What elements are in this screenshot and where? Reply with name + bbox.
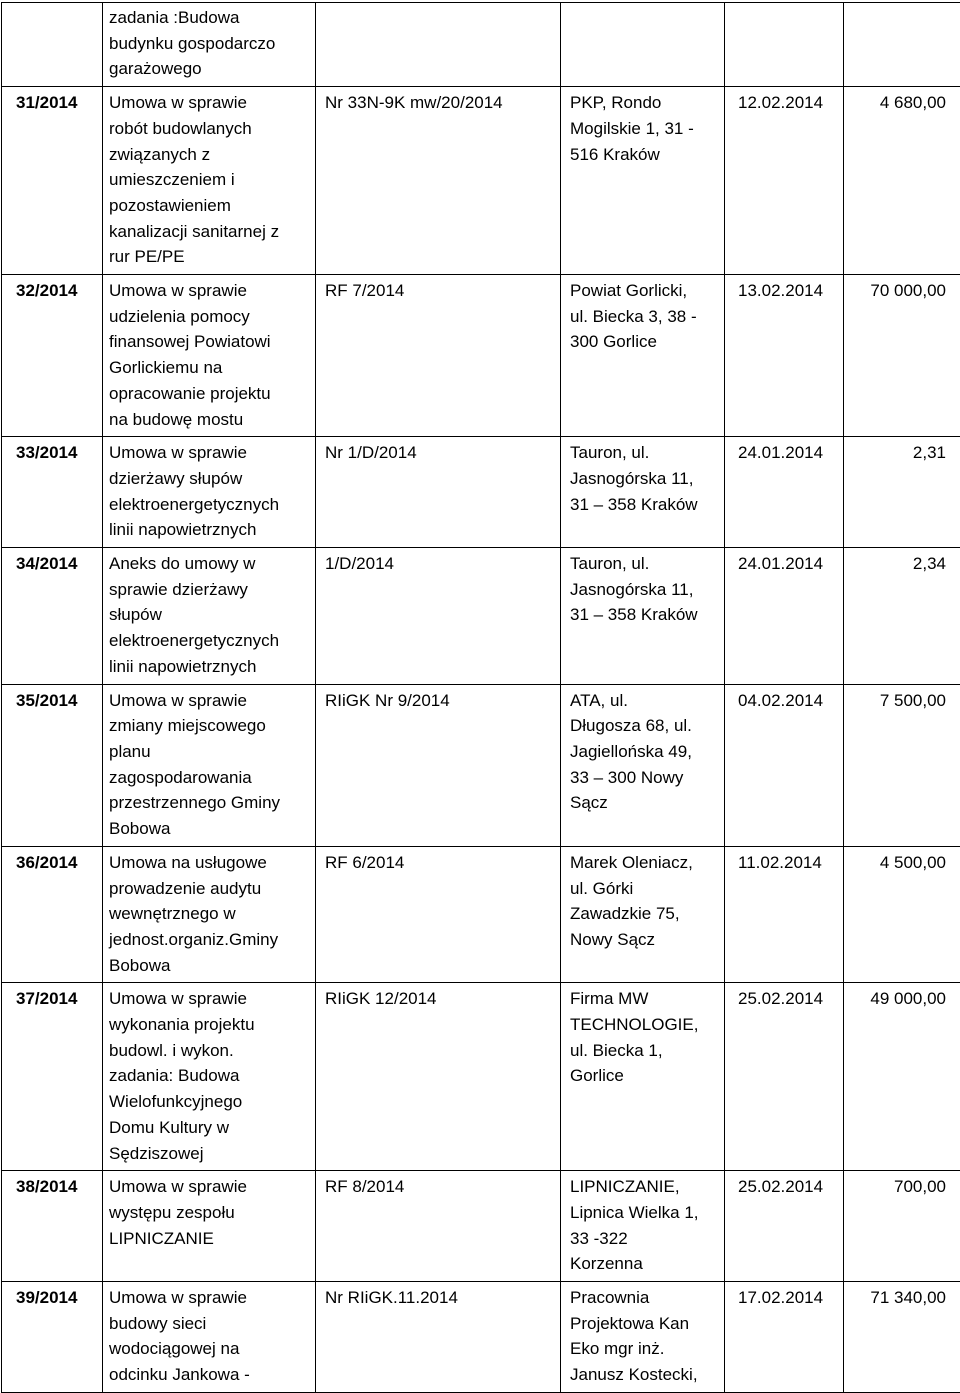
contract-amount-cell: 71 340,00 — [844, 1282, 960, 1393]
table-row — [2, 87, 960, 275]
table-row-continuation — [2, 3, 960, 87]
contract-number-cell: 34/2014 — [2, 548, 103, 685]
contract-description-cell: Umowa w sprawie robót budowlanych związanych z umieszczeniem i pozostawieniem kanalizacji sanitarnej z rur PE/PE — [103, 87, 316, 275]
contract-party-cell: ATA, ul. Długosza 68, ul. Jagiellońska 49, 33 – 300 Nowy Sącz — [561, 684, 725, 846]
contract-reference-cell: Nr 33N-9K mw/20/2014 — [316, 87, 561, 275]
contract-description-cell: Umowa w sprawie budowy sieci wodociągowej na odcinku Jankowa - — [103, 1282, 316, 1393]
contract-party-cell: Tauron, ul. Jasnogórska 11, 31 – 358 Kraków — [561, 548, 725, 685]
contract-date-cell: 13.02.2014 — [725, 275, 844, 437]
contract-number-cell: 38/2014 — [2, 1171, 103, 1282]
contract-number-cell: 33/2014 — [2, 437, 103, 548]
contract-date-cell: 25.02.2014 — [725, 983, 844, 1171]
contract-party-cell: Tauron, ul. Jasnogórska 11, 31 – 358 Kraków — [561, 437, 725, 548]
table-row — [2, 1171, 960, 1282]
contract-party-cell: Marek Oleniacz, ul. Górki Zawadzkie 75, Nowy Sącz — [561, 846, 725, 983]
contract-date-cell: 25.02.2014 — [725, 1171, 844, 1282]
contract-reference-cell: RIiGK Nr 9/2014 — [316, 684, 561, 846]
contract-description-cell: Umowa w sprawie występu zespołu LIPNICZANIE — [103, 1171, 316, 1282]
contract-date-cell: 24.01.2014 — [725, 548, 844, 685]
contract-party-cell: Firma MW TECHNOLOGIE, ul. Biecka 1, Gorlice — [561, 983, 725, 1171]
contract-description-cell: Umowa w sprawie zmiany miejscowego planu zagospodarowania przestrzennego Gminy Bobowa — [103, 684, 316, 846]
contract-description-cell: Umowa w sprawie dzierżawy słupów elektroenergetycznych linii napowietrznych — [103, 437, 316, 548]
table-row — [2, 846, 960, 983]
contract-party-cell: PKP, Rondo Mogilskie 1, 31 - 516 Kraków — [561, 87, 725, 275]
contract-description-cell: Aneks do umowy w sprawie dzierżawy słupów elektroenergetycznych linii napowietrznych — [103, 548, 316, 685]
contract-description-cell: Umowa w sprawie udzielenia pomocy finansowej Powiatowi Gorlickiemu na opracowanie projektu na budowę mostu — [103, 275, 316, 437]
contract-date-cell — [725, 3, 844, 87]
contract-amount-cell: 2,34 — [844, 548, 960, 685]
contract-amount-cell: 700,00 — [844, 1171, 960, 1282]
contract-party-cell — [561, 3, 725, 87]
contract-reference-cell: Nr 1/D/2014 — [316, 437, 561, 548]
contract-reference-cell: RF 7/2014 — [316, 275, 561, 437]
contract-amount-cell: 49 000,00 — [844, 983, 960, 1171]
contract-party-cell: Pracownia Projektowa Kan Eko mgr inż. Janusz Kostecki, — [561, 1282, 725, 1393]
contract-amount-cell: 7 500,00 — [844, 684, 960, 846]
contract-reference-cell — [316, 3, 561, 87]
table-row — [2, 548, 960, 685]
contract-date-cell: 11.02.2014 — [725, 846, 844, 983]
table-row — [2, 983, 960, 1171]
table-row — [2, 275, 960, 437]
contract-reference-cell: RF 8/2014 — [316, 1171, 561, 1282]
contract-amount-cell: 4 680,00 — [844, 87, 960, 275]
contract-reference-cell: RF 6/2014 — [316, 846, 561, 983]
contracts-table-body — [2, 3, 960, 1393]
contracts-table — [1, 2, 960, 1393]
contract-number-cell: 32/2014 — [2, 275, 103, 437]
table-row — [2, 437, 960, 548]
contract-date-cell: 17.02.2014 — [725, 1282, 844, 1393]
contract-description-cell: Umowa w sprawie wykonania projektu budowl. i wykon. zadania: Budowa Wielofunkcyjnego Domu Kultury w Sędziszowej — [103, 983, 316, 1171]
table-row — [2, 1282, 960, 1393]
contract-party-cell: LIPNICZANIE, Lipnica Wielka 1, 33 -322 Korzenna — [561, 1171, 725, 1282]
contract-reference-cell: Nr RIiGK.11.2014 — [316, 1282, 561, 1393]
contract-party-cell: Powiat Gorlicki, ul. Biecka 3, 38 - 300 Gorlice — [561, 275, 725, 437]
contract-reference-cell: 1/D/2014 — [316, 548, 561, 685]
contract-amount-cell: 70 000,00 — [844, 275, 960, 437]
contract-reference-cell: RIiGK 12/2014 — [316, 983, 561, 1171]
contract-number-cell: 31/2014 — [2, 87, 103, 275]
contract-number-cell — [2, 3, 103, 87]
contract-amount-cell: 2,31 — [844, 437, 960, 548]
contract-date-cell: 24.01.2014 — [725, 437, 844, 548]
contract-number-cell: 39/2014 — [2, 1282, 103, 1393]
contract-date-cell: 04.02.2014 — [725, 684, 844, 846]
contract-description-cell: zadania :Budowa budynku gospodarczo garażowego — [103, 3, 316, 87]
table-row — [2, 684, 960, 846]
contract-description-cell: Umowa na usługowe prowadzenie audytu wewnętrznego w jednost.organiz.Gminy Bobowa — [103, 846, 316, 983]
contract-date-cell: 12.02.2014 — [725, 87, 844, 275]
contract-number-cell: 37/2014 — [2, 983, 103, 1171]
contract-number-cell: 36/2014 — [2, 846, 103, 983]
contract-number-cell: 35/2014 — [2, 684, 103, 846]
contract-amount-cell: 4 500,00 — [844, 846, 960, 983]
contract-amount-cell — [844, 3, 960, 87]
